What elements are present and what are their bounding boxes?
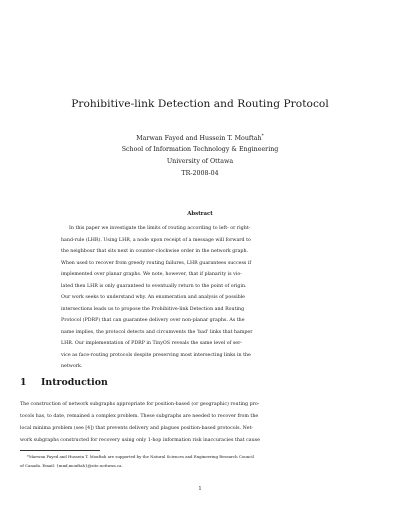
abstract-line: hand-rule (LHR). Using LHR, a node upon receipt of a message will forward to (61, 237, 251, 243)
affiliation: School of Information Technology & Engineering (121, 146, 279, 153)
footnote-rule (20, 450, 100, 451)
author-footnote-mark: * (261, 134, 264, 139)
abstract-heading: Abstract (187, 211, 213, 217)
abstract-line: intersections leads us to propose the Prohibitive-link Detection and Routing (61, 306, 245, 312)
author-names (0, 134, 400, 142)
abstract-line: When used to recover from greedy routing failures, LHR guarantees success if (61, 260, 252, 266)
university: University of Ottawa (166, 158, 234, 165)
abstract-line: vice as face-routing protocols despite preserving most intersecting links in the (61, 352, 251, 358)
page-number: 1 (198, 486, 202, 492)
body-line: work subgraphs constructed for recovery using only 1-hop information risk inaccuracies that cause (20, 438, 260, 443)
paper-title: Prohibitive-link Detection and Routing Protocol (71, 98, 329, 110)
section-heading (20, 377, 108, 388)
abstract-line: implemented over planar graphs. We note, however, that if planarity is vio- (61, 272, 242, 277)
section-title: Introduction (41, 377, 108, 388)
abstract-line: the neighbour that sits next in counter-clockwise order in the network graph. (61, 249, 249, 254)
body-line: local minima problem (see [4]) that prevents delivery and plagues position-based protocols. Net- (20, 426, 254, 431)
section-number: 1 (20, 377, 27, 388)
abstract-line: name implies, the protocol detects and circumvents the 'bad' links that hamper (61, 329, 253, 335)
footnote-line: of Canada. Email: {mmf,mouftah}@site.uottawa.ca. (20, 463, 123, 468)
abstract-line: LHR. Our implementation of PDRP in TinyOS reveals the same level of ser- (61, 341, 242, 346)
abstract-line: Our work seeks to understand why. An enumeration and analysis of possible (61, 295, 245, 300)
abstract-line: lated then LHR is only guaranteed to eventually return to the point of origin. (61, 283, 247, 289)
body-line: tocols has, to date, remained a complex problem. These subgraphs are needed to recover from the (20, 414, 259, 419)
abstract-line: network. (61, 364, 83, 369)
abstract-line: In this paper we investigate the limits of routing according to left- or right- (69, 226, 251, 231)
authors-text: Marwan Fayed and Hussein T. Mouftah (136, 135, 262, 143)
report-number: TR-2008-04 (181, 170, 219, 177)
footnote-line: *Marwan Fayed and Hussein T. Mouftah are supported by the Natural Sciences and Engineering Research Council (27, 454, 254, 459)
abstract-line: Protocol (PDRP) that can guarantee delivery over non-planar graphs. As the (61, 318, 245, 323)
body-line: The construction of network subgraphs appropriate for position-based (or geographic) routing pro- (20, 402, 260, 407)
